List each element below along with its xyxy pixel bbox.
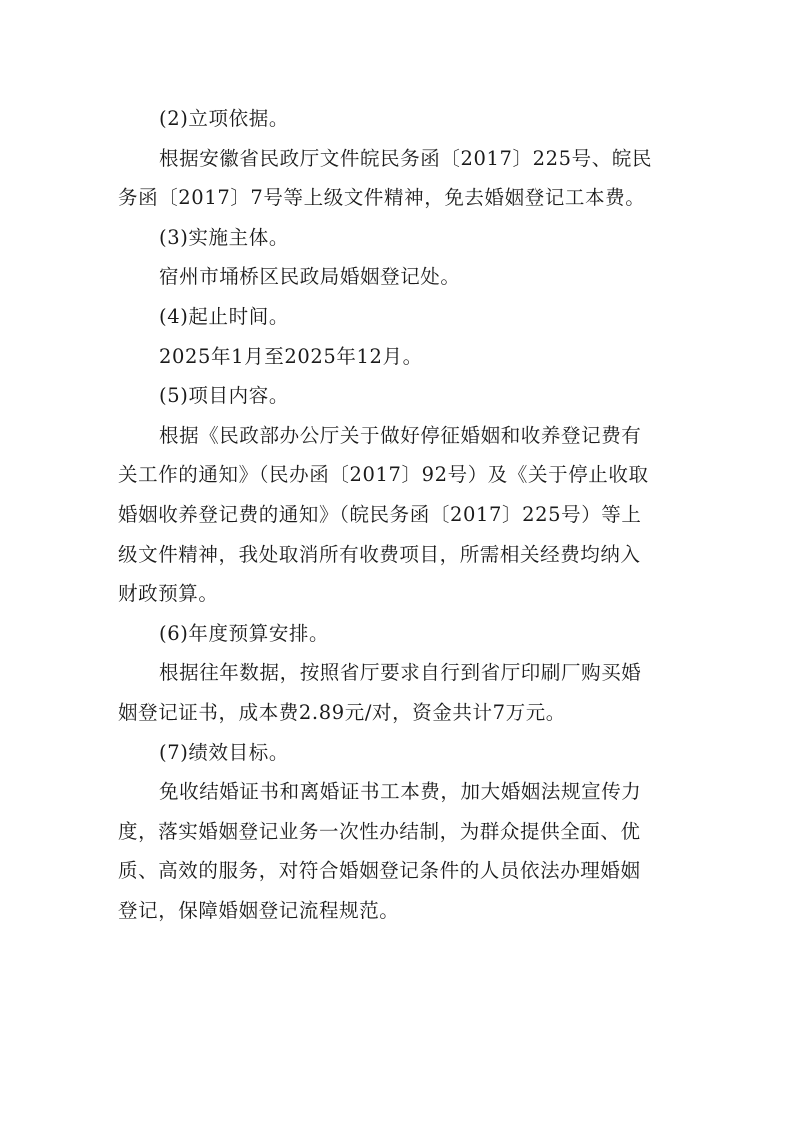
paragraph-line: 财政预算。 <box>118 582 219 606</box>
paragraph-line: 登记，保障婚姻登记流程规范。 <box>118 898 400 922</box>
paragraph-line: 宿州市埇桥区民政局婚姻登记处。 <box>159 265 461 289</box>
paragraph-line: 质、高效的服务，对符合婚姻登记条件的人员依法办理婚姻 <box>118 859 641 883</box>
heading-goals: (7)绩效目标。 <box>159 740 289 764</box>
paragraph-line: 根据《民政部办公厅关于做好停征婚姻和收养登记费有 <box>159 423 642 447</box>
paragraph-line: 根据安徽省民政厅文件皖民务函〔2017〕225号、皖民 <box>159 146 653 170</box>
heading-budget: (6)年度预算安排。 <box>159 621 330 645</box>
paragraph-line: 度，落实婚姻登记业务一次性办结制，为群众提供全面、优 <box>118 819 641 843</box>
heading-content: (5)项目内容。 <box>159 384 289 408</box>
paragraph-line: 免收结婚证书和离婚证书工本费，加大婚姻法规宣传力 <box>159 780 642 804</box>
paragraph-line: 2025年1月至2025年12月。 <box>159 344 423 368</box>
document-body <box>118 99 686 930</box>
heading-period: (4)起止时间。 <box>159 304 289 328</box>
heading-basis: (2)立项依据。 <box>159 107 289 130</box>
paragraph-line: 姻登记证书，成本费2.89元/对，资金共计7万元。 <box>118 700 566 724</box>
paragraph-line: 根据往年数据，按照省厅要求自行到省厅印刷厂购买婚 <box>159 661 642 685</box>
paragraph-line: 务函〔2017〕7号等上级文件精神，免去婚姻登记工本费。 <box>118 186 646 210</box>
heading-implementer: (3)实施主体。 <box>159 225 289 249</box>
paragraph-line: 关工作的通知》（民办函〔2017〕92号）及《关于停止收取 <box>118 463 649 487</box>
paragraph-line: 婚姻收养登记费的通知》（皖民务函〔2017〕225号）等上 <box>118 502 642 526</box>
paragraph-line: 级文件精神，我处取消所有收费项目，所需相关经费均纳入 <box>118 542 641 566</box>
